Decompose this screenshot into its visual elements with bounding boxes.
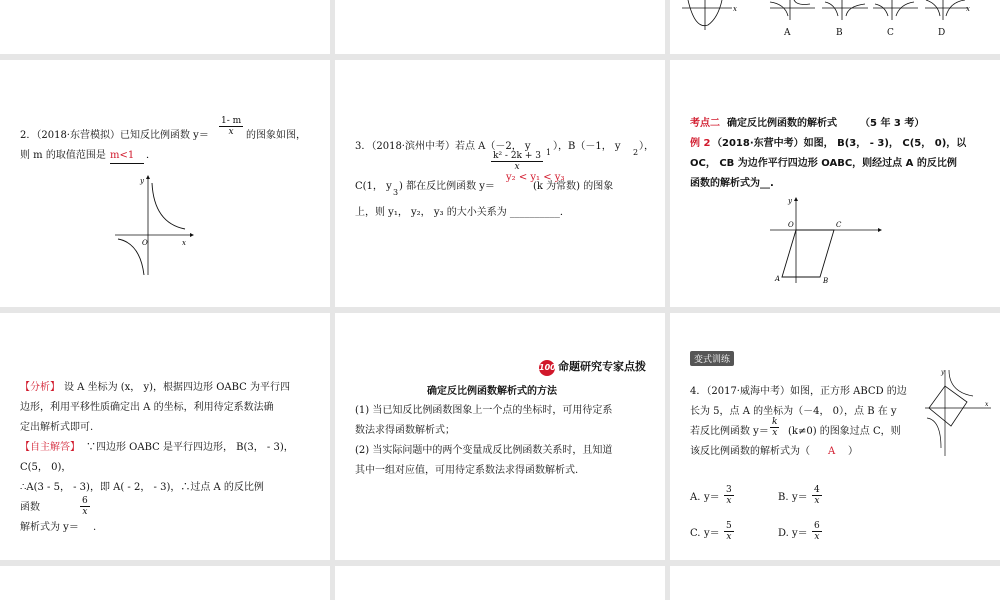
p9-line3: 若反比例函数 y＝ [690,426,769,437]
p8-line3: (2) 当实际问题中的两个变量成反比例函数关系时，且知道 [355,445,613,456]
p2-graph [110,175,210,285]
p7-line7: 函数 [20,502,40,513]
p9-line4: 该反比例函数的解析式为（ [690,446,810,457]
option-label-a: A [784,28,791,38]
slide-practice: 变式训练 4．（2017·威海中考）如图，正方形 ABCD 的边 长为 5，点 A 的坐标为（－4， 0），点 B 在 y 若反比例函数 y＝ $\frac{k}{x}$ (k≠0) 的图象过点 C，则 该反比例函数的解析式为（ A ） y x A. y＝ $\frac{3}{x}$ B. y＝ $\frac{4}{x}$ C. y＝ $\frac{5}{x}$ D. y＝ $\frac{6}{x}$ [670,313,1000,560]
logo-badge-icon: 100 [539,360,555,376]
option-graphs-figure [670,0,1000,54]
svg-text:O: O [142,239,148,247]
p7-line2: 边形，利用平移性质确定出 A 的坐标，利用待定系数法确 [20,402,274,413]
p7-solution-label: 【自主解答】 [20,442,80,453]
svg-text:O: O [788,221,794,229]
svg-text:A: A [775,275,781,283]
p4-heading-a: 考点二 [690,118,720,129]
slide-bottom-left [0,566,330,600]
p9-line3-end: (k≠0) 的图象过点 C，则 [788,426,901,437]
p9-line2: 长为 5，点 A 的坐标为（－4， 0），点 B 在 y [690,406,897,417]
p9-fraction: $\frac{k}{x}$ [772,417,778,438]
p2-line2: 则 m 的取值范围是 [20,150,106,161]
p8-line4: 其中一组对应值，可用待定系数法求得函数解析式. [355,465,579,476]
option-label-c: C [887,28,894,38]
p4-line2: OC， CB 为边作平行四边形 OABC，则经过点 A 的反比例 [690,158,957,169]
svg-text:y: y [140,177,144,185]
p4-line3: 函数的解析式为__. [690,178,774,189]
p9-answer: A [828,446,836,457]
p7-line4: ∵四边形 OABC 是平行四边形， B(3， - 3)， [86,442,294,453]
p4-heading-c: （5 年 3 考） [860,118,925,129]
svg-text:x: x [985,401,989,408]
p3-fraction: $\frac{\text{k² - 2k + 3}}{x}$ [493,151,541,172]
p2-line2-end: ． [146,150,156,161]
p3-line1b: ），B（－1， y [553,141,621,152]
p7-line8-end: . [93,522,97,533]
logo-text: 命题研究专家点拨 [558,360,646,373]
p3-sub3: 3 [393,188,399,197]
p4-example-label: 例 2 [690,138,711,149]
p3-line2c: (k 为常数) 的图象 [533,181,614,192]
slide-top-right [670,0,1000,54]
p3-line2b: ) 都在反比例函数 y＝ [399,181,495,192]
slide-bottom-right [670,566,1000,600]
p7-line8: 解析式为 y＝ [20,522,79,533]
slide-top-middle [335,0,665,54]
svg-text:x: x [966,5,970,13]
p7-line5: C(5， 0)， [20,462,72,473]
p9-line4-end: ） [848,446,858,457]
slide-expert-tips [335,313,665,560]
p7-line3: 定出解析式即可. [20,422,94,433]
p3-line3: 上，则 y₁， y₂， y₃ 的大小关系为 __________． [355,207,570,218]
svg-text:y: y [788,197,792,205]
option-label-d: D [938,28,946,38]
p9-square-graph [925,368,995,458]
option-label-b: B [836,28,843,38]
slide-problem-3 [335,60,665,307]
svg-text:B: B [823,277,829,285]
p3-line2: C(1， y [355,181,392,192]
p4-heading-b: 确定反比例函数的解析式 [727,118,837,129]
slide-analysis [0,313,330,560]
slide-bottom-middle [335,566,665,600]
svg-text:y: y [941,369,945,376]
p7-line1: 设 A 坐标为 (x， y)，根据四边形 OABC 为平行四 [64,382,290,393]
p2-fraction: $\frac{1- m}{x}$ [221,116,242,137]
slide-problem-2 [0,60,330,307]
p4-line1: （2018·东营中考）如图， B(3， - 3)， C(5， 0)，以 [712,138,967,149]
svg-text:x: x [182,239,186,247]
slide-top-left [0,0,330,54]
p3-answer: y₂ < y₁ < y₃ [506,172,565,183]
p3-sub1: 1 [546,148,552,157]
p2-line1: 2．（2018·东营模拟）已知反比例函数 y＝ [20,130,209,141]
p3-sub2: 2 [633,148,639,157]
slide-example-2 [670,60,1000,307]
p3-line1: 3．（2018·滨州中考）若点 A（－2， y [355,141,531,152]
p8-line2: 数法求得函数解析式； [355,425,455,436]
p3-line1c: ）， [639,141,654,152]
p9-line1: 4．（2017·威海中考）如图，正方形 ABCD 的边 [690,386,907,397]
svg-text:C: C [836,221,842,229]
practice-badge: 变式训练 [690,351,734,366]
svg-text:x: x [733,5,737,13]
p4-parallelogram-graph [768,195,888,285]
p8-title: 确定反比例函数解析式的方法 [427,386,557,397]
p7-analysis-label: 【分析】 [20,382,60,393]
expert-logo [539,358,646,376]
p7-fraction: $\frac{6}{x}$ [82,496,88,517]
p2-line1-end: 的图象如图， [246,130,306,141]
p8-line1: (1) 当已知反比例函数图象上一个点的坐标时，可用待定系 [355,405,613,416]
p2-answer: m<1 [110,149,144,164]
p7-line6: ∴A(3 - 5， - 3)，即 A( - 2， - 3)，∴过点 A 的反比例 [20,482,264,493]
